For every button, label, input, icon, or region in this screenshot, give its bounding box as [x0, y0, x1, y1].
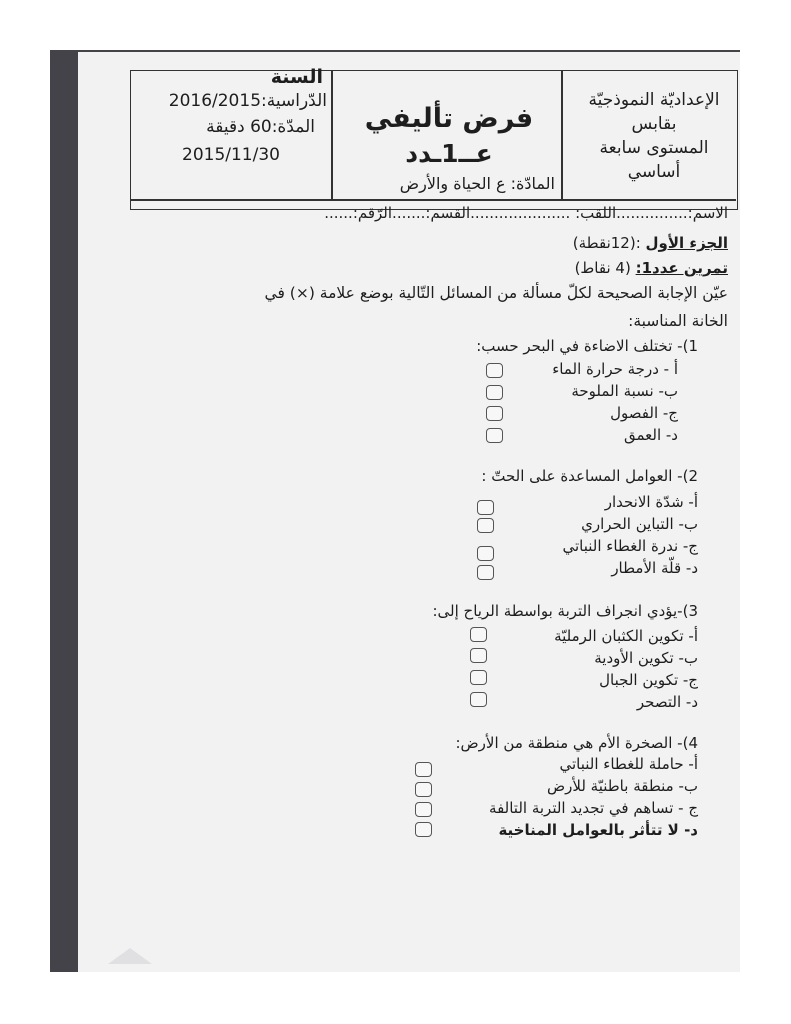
school-year: الدّراسية:2016/2015	[168, 91, 327, 111]
school-line-4: أساسي	[627, 162, 681, 182]
student-info-line: الاسم:...............اللقب: .....................القسم:.......الرّقم:......	[324, 204, 728, 222]
page-corner-fold	[108, 948, 152, 964]
q1-option-b: ب- نسبة الملوحة	[571, 382, 678, 400]
q2-option-d: د- قلّة الأمطار	[611, 559, 698, 577]
q2-checkbox-d[interactable]	[477, 565, 494, 580]
q4-checkbox-c[interactable]	[415, 802, 432, 817]
subject-label: المادّة: ع الحياة والأرض	[399, 174, 555, 193]
part-title: الجزء الأول	[645, 234, 728, 252]
q4-option-b: ب- منطقة باطنيّة للأرض	[546, 777, 698, 795]
q3-option-a: أ- تكوين الكثبان الرمليّة	[554, 627, 698, 645]
part-heading	[378, 232, 728, 254]
q1-option-d: د- العمق	[623, 426, 678, 444]
q4-checkbox-d[interactable]	[415, 822, 432, 837]
header-bottom-rule	[131, 199, 736, 201]
header-divider-right	[561, 71, 563, 199]
q2-option-c: ج- ندرة الغطاء النباتي	[562, 537, 698, 555]
exercise-points: (4 نقاط)	[574, 259, 631, 277]
q1-checkbox-d[interactable]	[486, 428, 503, 443]
q1-checkbox-a[interactable]	[486, 363, 503, 378]
q4-checkbox-a[interactable]	[415, 762, 432, 777]
q1-checkbox-b[interactable]	[486, 385, 503, 400]
instruction-line-1: عيّن الإجابة الصحيحة لكلّ مسألة من المسائل التّالية بوضع علامة (×) في	[264, 284, 728, 302]
q1-checkbox-c[interactable]	[486, 406, 503, 421]
school-line-3: المستوى سابعة	[599, 138, 709, 158]
school-line-1: الإعداديّة النموذجيّة	[588, 90, 720, 110]
exercise-title: تمرين عدد1:	[635, 259, 728, 277]
q1-option-a: أ - درجة حرارة الماء	[552, 360, 678, 378]
instruction-line-2: الخانة المناسبة:	[628, 312, 728, 330]
question-1: 1)- تختلف الاضاءة في البحر حسب:	[476, 337, 698, 355]
q1-option-c: ج- الفصول	[610, 404, 678, 422]
q3-option-b: ب- تكوين الأودية	[594, 649, 698, 667]
q3-option-c: ج- تكوين الجبال	[599, 671, 698, 689]
q2-checkbox-a[interactable]	[477, 500, 494, 515]
question-2: 2)- العوامل المساعدة على الحتّ :	[481, 467, 698, 485]
q4-option-d: د- لا تتأثر بالعوامل المناخية	[498, 821, 698, 839]
q2-checkbox-b[interactable]	[477, 518, 494, 533]
exam-sheet	[78, 52, 740, 972]
q3-checkbox-a[interactable]	[470, 627, 487, 642]
q4-checkbox-b[interactable]	[415, 782, 432, 797]
q2-option-a: أ- شدّة الانحدار	[604, 493, 698, 511]
exam-title: فرض تأليفي	[364, 103, 534, 134]
q4-option-a: أ- حاملة للغطاء النباتي	[559, 755, 698, 773]
question-3: 3)-يؤدي انجراف التربة بواسطة الرياح إلى:	[432, 602, 698, 620]
q3-checkbox-d[interactable]	[470, 692, 487, 707]
q3-checkbox-b[interactable]	[470, 648, 487, 663]
q4-option-c: ج - تساهم في تجديد التربة التالفة	[489, 799, 698, 817]
exercise-heading	[378, 257, 728, 279]
part-points: :(12نقطة)	[572, 234, 641, 252]
header-table	[130, 66, 738, 210]
year-label: السنة	[270, 66, 323, 88]
exam-date: 2015/11/30	[182, 145, 280, 165]
exam-number: عــ1ـدد	[405, 139, 493, 168]
q3-checkbox-c[interactable]	[470, 670, 487, 685]
photo-background	[50, 50, 740, 972]
question-4: 4)- الصخرة الأم هي منطقة من الأرض:	[455, 734, 698, 752]
q3-option-d: د- التصحر	[636, 693, 698, 711]
header-divider-left	[331, 71, 333, 199]
duration: المدّة:60 دقيقة	[206, 117, 315, 137]
school-line-2: بقابس	[631, 114, 677, 134]
q2-option-b: ب- التباين الحراري	[581, 515, 698, 533]
